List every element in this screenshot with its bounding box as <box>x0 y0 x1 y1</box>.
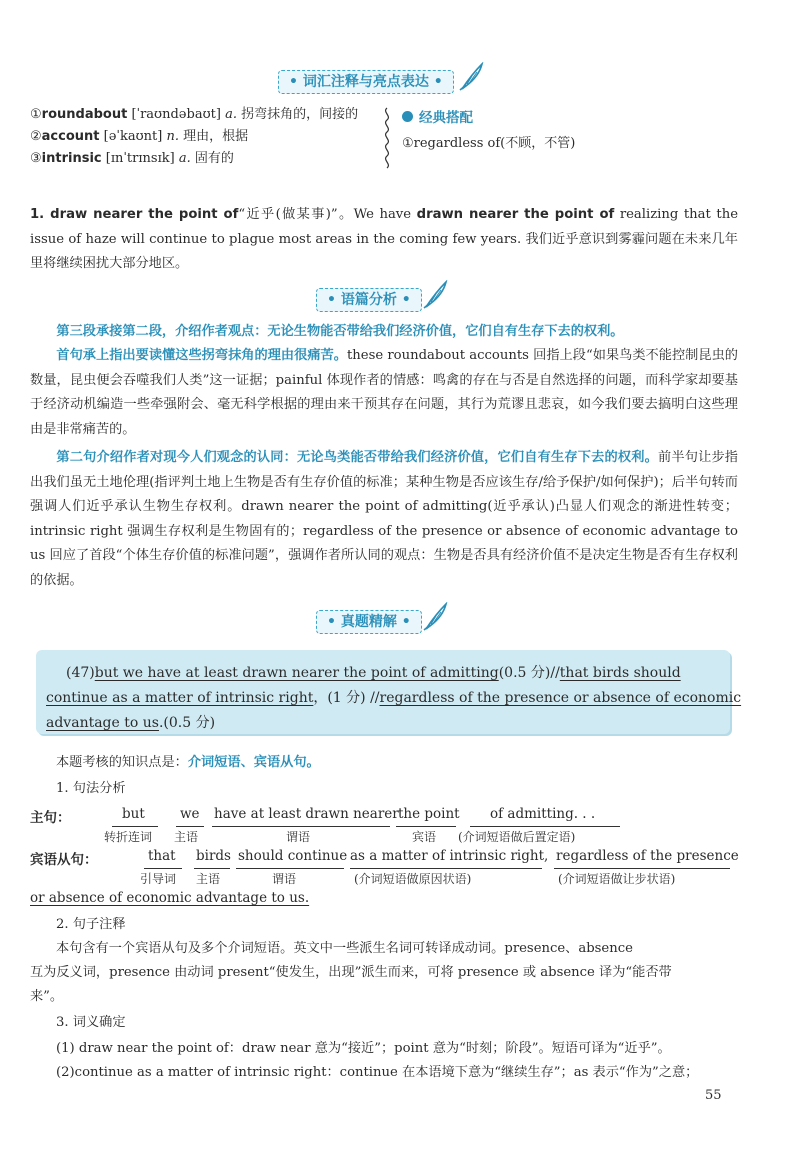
grammar-word: of admitting. . . <box>490 806 596 822</box>
syntax-title: 1. 句法分析 <box>56 781 126 796</box>
phrase-paragraph: 1. draw nearer the point of“近乎(做某事)”。We have drawn nearer the point of realizing that the issue of haze will continue to plague most areas in the coming few years. 我们近乎意识到雾霾问题在未来几年里将继续困扰大部分地区。 <box>30 207 739 271</box>
collocation-block: 经典搭配 ①regardless of(不顾，不管) <box>402 110 576 151</box>
section-title-answer: • 真题精解 • <box>316 610 422 634</box>
analysis-p2: 首句承上指出要读懂这些拐弯抹角的理由很痛苦。these roundabout accounts 回指上段“如果鸟类不能控制昆虫的数量，昆虫便会吞噬我们人类”这一证据；painful 体现作者的情感：鸣禽的存在与否是自然选择的问题，而科学家却要基于经济动机编造一些牵强附会、毫无科学根据的理由来干预其存在问题，其行为荒谬且悲哀，如今我们要去搞明白这些理由是非常痛苦的。 <box>30 348 738 437</box>
grammar-role: 谓语 <box>286 830 311 844</box>
words-item: (1) draw near the point of：draw near 意为“接近”；point 意为“时刻；阶段”。短语可译为“近乎”。 <box>56 1041 671 1056</box>
vocab-item: ②account [əˈkaʊnt] n. 理由，根据 <box>30 129 249 144</box>
analysis-p3: 第二句介绍作者对现今人们观念的认同：无论鸟类能否带给我们经济价值，它们自有生存下去的权利。前半句让步指出我们虽无土地伦理(指评判土地上生物是否有生存价值的标准；某种生物是否应该生存/给予保护/如何保护)；后半句转而强调人们近乎承认生物生存权利。drawn nearer the point of admitting(近乎承认)凸显人们观念的渐进性转变；intrinsic right 强调生存权利是生物固有的；regardless of the presence or absence of economic advantage to us 回应了首段“个体生存价值的标准问题”，强调作者所认同的观点：生物是否具有经济价值不是决定生物是否有生存权利的依据。 <box>30 450 738 588</box>
notes-title: 2. 句子注释 <box>56 917 126 932</box>
vocab-item: ①roundabout [ˈraʊndəbaʊt] a. 拐弯抹角的，间接的 <box>30 107 359 122</box>
vocab-list <box>30 104 375 170</box>
grammar-role: 转折连词 <box>104 830 153 844</box>
page-number: 55 <box>705 1088 722 1103</box>
words-title: 3. 词义确定 <box>56 1015 126 1030</box>
grammar-word: have at least drawn nearer <box>214 806 399 822</box>
bullet-icon <box>402 111 413 122</box>
grammar-word: as a matter of intrinsic right, <box>350 848 549 864</box>
object-clause-tail: or absence of economic advantage to us. <box>30 890 310 906</box>
spiral-divider <box>380 106 394 172</box>
analysis-p1: 第三段承接第二段，介绍作者观点：无论生物能否带给我们经济价值，它们自有生存下去的权利。 <box>56 324 624 339</box>
grammar-word: regardless of the presence <box>556 848 739 864</box>
vocab-item: ③intrinsic [ɪnˈtrɪnsɪk] a. 固有的 <box>30 151 234 166</box>
main-clause-label: 主句： <box>30 810 71 826</box>
grammar-role: 主语 <box>174 830 199 844</box>
grammar-word: that <box>148 848 176 864</box>
collocation-item: ①regardless of(不顾，不管) <box>402 136 576 151</box>
grammar-word: birds <box>196 848 231 864</box>
grammar-role: 引导词 <box>140 872 177 886</box>
grammar-role: (介词短语做后置定语) <box>458 830 576 844</box>
grammar-word: but <box>122 806 145 822</box>
grammar-role: (介词短语做让步状语) <box>558 872 676 886</box>
answer-line-1: (47)but we have at least drawn nearer the point of admitting(0.5 分)//that birds should <box>66 665 681 681</box>
grammar-word: we <box>180 806 200 822</box>
answer-line-3: advantage to us.(0.5 分) <box>46 715 216 731</box>
quill-icon <box>458 62 484 92</box>
grammar-word: the point <box>398 806 460 822</box>
answer-line-2: continue as a matter of intrinsic right，(1 分) //regardless of the presence or absence of economic <box>46 690 742 706</box>
quill-icon <box>422 602 448 632</box>
grammar-role: (介词短语做原因状语) <box>354 872 472 886</box>
words-item: (2)continue as a matter of intrinsic right：continue 在本语境下意为“继续生存”；as 表示“作为”之意； <box>56 1065 699 1080</box>
knowledge-line: 本题考核的知识点是：介词短语、宾语从句。 <box>56 755 320 770</box>
section-title-analysis: • 语篇分析 • <box>316 288 422 312</box>
section-title-vocab: • 词汇注释与亮点表达 • <box>278 70 454 94</box>
grammar-role: 宾语 <box>412 830 437 844</box>
grammar-word: should continue <box>238 848 348 864</box>
notes-text: 互为反义词，presence 由动词 present“使发生，出现”派生而来，可将 presence 或 absence 译为“能否带 <box>30 965 672 980</box>
grammar-role: 主语 <box>196 872 221 886</box>
notes-text: 来”。 <box>30 989 64 1004</box>
grammar-role: 谓语 <box>272 872 297 886</box>
quill-icon <box>422 280 448 310</box>
notes-text: 本句含有一个宾语从句及多个介词短语。英文中一些派生名词可转译成动词。presence、absence <box>56 941 633 956</box>
object-clause-label: 宾语从句： <box>30 852 98 868</box>
